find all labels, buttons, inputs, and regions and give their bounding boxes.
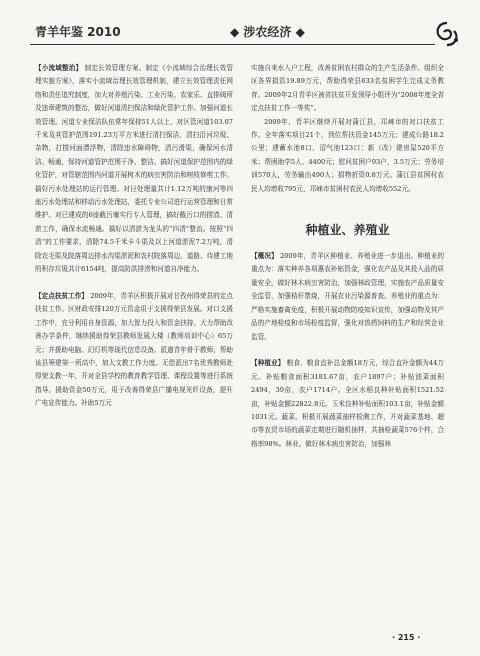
paragraph-paired-aid: 2009年，青羊区继续开展对蒲江县、邛崃市的对口扶贫工作。全年落实项目21个，到位帮扶资金145万元；建成公路18.2公里；建蓄水池8口、沼气池123口；新（改）建房屋520平方米；帮困助学5人、4400元；慰问贫困户93户，3.5万元；劳务培训570人，劳务输出490人；捐物折资0.8万元。蒲江县贫困村农民人均增收795元，邛崃市贫困村农民人均增收552元。 bbox=[251, 117, 444, 193]
paragraph-overview bbox=[251, 250, 444, 344]
section-name: ◆ 涉农经济 ◆ bbox=[230, 25, 305, 39]
book-title: 青羊年鉴 2010 bbox=[35, 25, 121, 39]
paragraph-text: 粮食、粮食直补总金额18万元，综合直补金额为44万元。补贴粮食面积3181.67亩，农户1897户；补贴油菜面积2494，39亩，农户1714户。全区水稻良种补贴面积1521.52亩，补贴金额22822.8元。玉米良种补贴面积103.1亩，补贴金额1031元。蔬菜。积极开展蔬菜抽样检测工作，开对蔬菜基地、超市等农贸市场的蔬菜定期进行随机抽样，共抽检蔬菜576个样，合格率98%。林业。做好林木病虫害防治，加强林 bbox=[251, 359, 445, 448]
paragraph-label: 【概况】 bbox=[251, 252, 278, 261]
paragraph-continued: 实施自来水入户工程，改善贫困农村群众的生产生活条件。组织全区各界捐资19.89万元，帮助得荣县633名贫困学生完成义务教育。2009年2月青羊区被省扶贫开发领导小组评为“2008年度全省定点扶贫工作一等奖”。 bbox=[251, 64, 444, 113]
paragraph-text: 2009年，青羊区种植业、养殖业进一步退出。种植业的重点为：落实种养各项惠农补贴资金，强化农产品及其投入品的质量安全，做好林木病虫害防治，加强林政管理，实施农产品质量安全监管，加强秸秆禁烧，开展农业污染源普查。养殖业的重点为：严格实施畜禽免疫，积极开展动物防疫知识宣传，加强动物及其产品的产地检疫和市场检疫监督，强化对兽药饲料的生产和经营企业监管。 bbox=[251, 252, 445, 341]
right-column bbox=[251, 62, 444, 451]
running-header bbox=[30, 20, 460, 50]
paragraph-text: 2009年，青羊区积极开展对甘孜州得荣县的定点扶贫工作。区财政安排120万元资金用于支援得荣县发展。对口支援工作中，充分利用自身资源，加大智力投入和资金扶持。大力帮助改善办学条件，继续援助得荣县教师发展大楼（教师培训中心）65万元；并援助电脑、幻灯机等现代信息设备。派遣青年骨干教师，帮助该县筹建第一所高中，加大文教工作力度。无偿派出7名优秀教师赴得荣支教一年，开对全县学校的教育教学管理、课程设置等进行系统指导。援助资金50万元，用于改善得荣县广播电视光纤设备，提升广电宣传能力。补助5万元 bbox=[35, 291, 233, 408]
paragraph-label: 【小流域整治】 bbox=[35, 64, 83, 72]
section-heading: 种植业、养殖业 bbox=[305, 223, 390, 238]
paragraph-watershed bbox=[35, 62, 233, 277]
paragraph-planting bbox=[251, 357, 444, 451]
paragraph-label: 【种植业】 bbox=[251, 359, 285, 368]
paragraph-poverty-aid bbox=[35, 290, 233, 411]
left-column bbox=[35, 62, 233, 411]
page-number: · 215 · bbox=[392, 633, 421, 642]
paragraph-text: 制定长效管理方案。制定《小流域综合治理长效管理实施方案》，落实小流域治理长效管理机制，建立长效管理责任网络和责任追究制度，加大对养殖污染、工业污染、农家乐、直排阀所及违章建筑的整治，做好河道清扫保洁和绿化管护工作。加强河道长效管理。河道专业保洁队伍常年保持51人以上，对区管河道103.07千米及其管护范围191.23万平方米进行清扫保洁，清扫沿河垃圾、杂物，打捞河面漂浮物，清除违水障碍物，清污滑渠，确保河水清洁、畅通，保持河道管护范围干净、整洁。搞好河道保护范围内的绿化管护，对管辖范围内河道开展树木的病虫害防治和树枝修剪工作。搞好污水处理站的运行管理。对日处理量共计1.12万吨的康河等四座污水处理站和移动污水处理站，委托专业公司进行运营管理和日常维护。对已建成的6座截污堰实行专人管理，搞好截污口的捞渣、清淤工作，确保水流畅通。搞好以清淤为龙头的“四清”整治。按照“四清”的工作要求，清除74.5千米卡斗渠及以上河道淤泥7.2万吨，清除农毛渠及院落周边排水沟渠淤泥和农村院落周边、道路、待建工地的积存垃圾共计6154吨，提高防洪排涝和河道自净能力。 bbox=[35, 64, 234, 274]
paragraph-label: 【定点扶贫工作】 bbox=[35, 291, 89, 300]
swirl-logo-icon bbox=[432, 20, 462, 48]
header-rule bbox=[30, 44, 435, 45]
